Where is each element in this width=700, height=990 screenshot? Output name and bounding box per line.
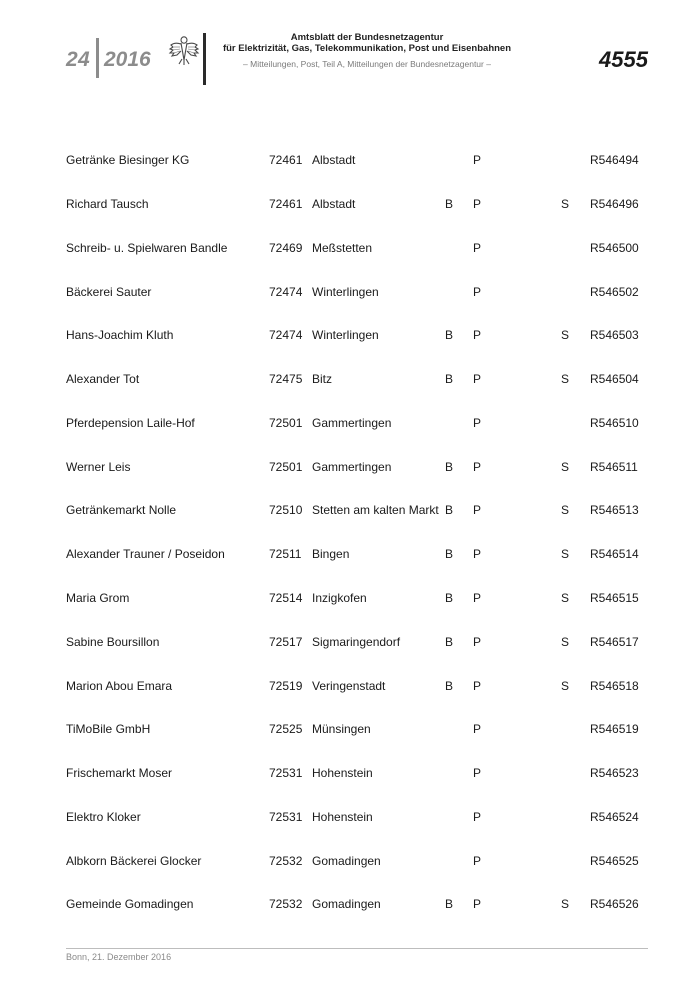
table-row bbox=[0, 852, 700, 870]
row-flag-p: P bbox=[473, 241, 482, 255]
table-row bbox=[0, 895, 700, 913]
row-flag-b: B bbox=[445, 635, 454, 649]
row-postcode: 72501 bbox=[269, 460, 303, 474]
table-row bbox=[0, 370, 700, 388]
table-row bbox=[0, 151, 700, 169]
row-id: R546502 bbox=[590, 285, 639, 299]
row-flag-b: B bbox=[445, 197, 454, 211]
row-flag-b: B bbox=[445, 328, 454, 342]
row-flag-p: P bbox=[473, 416, 482, 430]
row-flag-b: B bbox=[445, 460, 454, 474]
row-postcode: 72469 bbox=[269, 241, 303, 255]
row-name: Werner Leis bbox=[66, 460, 131, 474]
row-flag-s: S bbox=[561, 897, 570, 911]
row-name: Sabine Boursillon bbox=[66, 635, 160, 649]
table-row bbox=[0, 764, 700, 782]
row-postcode: 72514 bbox=[269, 591, 303, 605]
row-name: Marion Abou Emara bbox=[66, 679, 173, 693]
table-row bbox=[0, 458, 700, 476]
table-row bbox=[0, 633, 700, 651]
row-flag-p: P bbox=[473, 372, 482, 386]
row-id: R546510 bbox=[590, 416, 639, 430]
row-flag-s: S bbox=[561, 328, 570, 342]
row-flag-s: S bbox=[561, 635, 570, 649]
row-postcode: 72519 bbox=[269, 679, 303, 693]
row-flag-s: S bbox=[561, 591, 570, 605]
row-id: R546524 bbox=[590, 810, 639, 824]
row-name: Maria Grom bbox=[66, 591, 130, 605]
row-flag-s: S bbox=[561, 372, 570, 386]
footer-rule bbox=[66, 948, 648, 949]
row-name: Elektro Kloker bbox=[66, 810, 141, 824]
table-row bbox=[0, 808, 700, 826]
row-flag-b: B bbox=[445, 897, 454, 911]
row-id: R546503 bbox=[590, 328, 639, 342]
row-flag-s: S bbox=[561, 197, 570, 211]
row-id: R546523 bbox=[590, 766, 639, 780]
row-postcode: 72474 bbox=[269, 328, 303, 342]
publication-title-line2: für Elektrizität, Gas, Telekommunikation, Post und Eisenbahnen bbox=[222, 43, 512, 54]
table-row bbox=[0, 545, 700, 563]
table-row bbox=[0, 501, 700, 519]
row-id: R546515 bbox=[590, 591, 639, 605]
table-row bbox=[0, 326, 700, 344]
row-id: R546511 bbox=[590, 460, 638, 474]
row-id: R546518 bbox=[590, 679, 639, 693]
row-name: Alexander Trauner / Poseidon bbox=[66, 547, 225, 561]
row-flag-p: P bbox=[473, 722, 482, 736]
row-flag-p: P bbox=[473, 591, 482, 605]
row-flag-p: P bbox=[473, 897, 482, 911]
row-flag-s: S bbox=[561, 460, 570, 474]
row-name: Getränke Biesinger KG bbox=[66, 153, 190, 167]
row-flag-p: P bbox=[473, 766, 482, 780]
row-flag-b: B bbox=[445, 547, 454, 561]
publication-subtitle: – Mitteilungen, Post, Teil A, Mitteilungen der Bundesnetzagentur – bbox=[243, 59, 491, 69]
row-name: TiMoBile GmbH bbox=[66, 722, 151, 736]
publication-title bbox=[214, 32, 520, 54]
footer-place-date: Bonn, 21. Dezember 2016 bbox=[66, 952, 172, 962]
row-postcode: 72461 bbox=[269, 197, 303, 211]
table-row bbox=[0, 414, 700, 432]
row-postcode: 72517 bbox=[269, 635, 303, 649]
row-postcode: 72501 bbox=[269, 416, 303, 430]
row-city: Inzigkofen bbox=[312, 591, 367, 605]
row-city: Bingen bbox=[312, 547, 350, 561]
row-city: Hohenstein bbox=[312, 810, 373, 824]
row-id: R546519 bbox=[590, 722, 639, 736]
federal-eagle-icon bbox=[168, 33, 200, 67]
table-row bbox=[0, 195, 700, 213]
row-flag-p: P bbox=[473, 285, 482, 299]
row-name: Bäckerei Sauter bbox=[66, 285, 152, 299]
row-city: Münsingen bbox=[312, 722, 371, 736]
table-row bbox=[0, 677, 700, 695]
row-postcode: 72475 bbox=[269, 372, 303, 386]
row-id: R546517 bbox=[590, 635, 639, 649]
row-flag-p: P bbox=[473, 503, 482, 517]
row-city: Winterlingen bbox=[312, 328, 379, 342]
row-city: Stetten am kalten Markt bbox=[312, 503, 439, 517]
row-flag-b: B bbox=[445, 591, 454, 605]
brand-bar bbox=[203, 33, 206, 85]
row-postcode: 72474 bbox=[269, 285, 303, 299]
row-postcode: 72532 bbox=[269, 854, 303, 868]
issue-year: 2016 bbox=[104, 48, 151, 71]
row-postcode: 72531 bbox=[269, 766, 303, 780]
row-name: Gemeinde Gomadingen bbox=[66, 897, 194, 911]
row-id: R546494 bbox=[590, 153, 639, 167]
row-city: Meßstetten bbox=[312, 241, 373, 255]
row-flag-b: B bbox=[445, 372, 454, 386]
row-name: Richard Tausch bbox=[66, 197, 149, 211]
row-city: Albstadt bbox=[312, 197, 356, 211]
row-flag-p: P bbox=[473, 197, 482, 211]
row-name: Schreib- u. Spielwaren Bandle bbox=[66, 241, 228, 255]
row-city: Albstadt bbox=[312, 153, 356, 167]
row-flag-s: S bbox=[561, 503, 570, 517]
row-id: R546526 bbox=[590, 897, 639, 911]
row-id: R546525 bbox=[590, 854, 639, 868]
row-name: Pferdepension Laile-Hof bbox=[66, 416, 195, 430]
row-city: Gammertingen bbox=[312, 416, 392, 430]
row-city: Gomadingen bbox=[312, 854, 381, 868]
publication-title-line1: Amtsblatt der Bundesnetzagentur bbox=[290, 32, 444, 43]
row-city: Hohenstein bbox=[312, 766, 373, 780]
row-postcode: 72532 bbox=[269, 897, 303, 911]
row-postcode: 72531 bbox=[269, 810, 303, 824]
page-number: 4555 bbox=[599, 47, 648, 72]
row-id: R546500 bbox=[590, 241, 639, 255]
row-id: R546514 bbox=[590, 547, 639, 561]
row-flag-b: B bbox=[445, 679, 454, 693]
table-row bbox=[0, 239, 700, 257]
row-id: R546496 bbox=[590, 197, 639, 211]
row-name: Albkorn Bäckerei Glocker bbox=[66, 854, 202, 868]
row-flag-p: P bbox=[473, 328, 482, 342]
row-id: R546513 bbox=[590, 503, 639, 517]
row-city: Gomadingen bbox=[312, 897, 381, 911]
row-name: Getränkemarkt Nolle bbox=[66, 503, 177, 517]
row-flag-p: P bbox=[473, 679, 482, 693]
row-name: Frischemarkt Moser bbox=[66, 766, 173, 780]
row-name: Alexander Tot bbox=[66, 372, 140, 386]
row-postcode: 72525 bbox=[269, 722, 303, 736]
row-city: Sigmaringendorf bbox=[312, 635, 401, 649]
row-name: Hans-Joachim Kluth bbox=[66, 328, 174, 342]
row-flag-p: P bbox=[473, 854, 482, 868]
row-flag-p: P bbox=[473, 547, 482, 561]
row-flag-s: S bbox=[561, 679, 570, 693]
issue-number: 24 bbox=[66, 48, 90, 71]
row-city: Veringenstadt bbox=[312, 679, 386, 693]
table-row bbox=[0, 720, 700, 738]
row-city: Bitz bbox=[312, 372, 333, 386]
row-flag-b: B bbox=[445, 503, 454, 517]
row-city: Winterlingen bbox=[312, 285, 379, 299]
row-postcode: 72511 bbox=[269, 547, 302, 561]
issue-separator bbox=[96, 38, 99, 78]
row-id: R546504 bbox=[590, 372, 639, 386]
table-row bbox=[0, 283, 700, 301]
row-flag-p: P bbox=[473, 460, 482, 474]
row-flag-p: P bbox=[473, 635, 482, 649]
row-flag-s: S bbox=[561, 547, 570, 561]
row-postcode: 72461 bbox=[269, 153, 303, 167]
row-flag-p: P bbox=[473, 153, 482, 167]
table-row bbox=[0, 589, 700, 607]
row-city: Gammertingen bbox=[312, 460, 392, 474]
row-postcode: 72510 bbox=[269, 503, 303, 517]
row-flag-p: P bbox=[473, 810, 482, 824]
